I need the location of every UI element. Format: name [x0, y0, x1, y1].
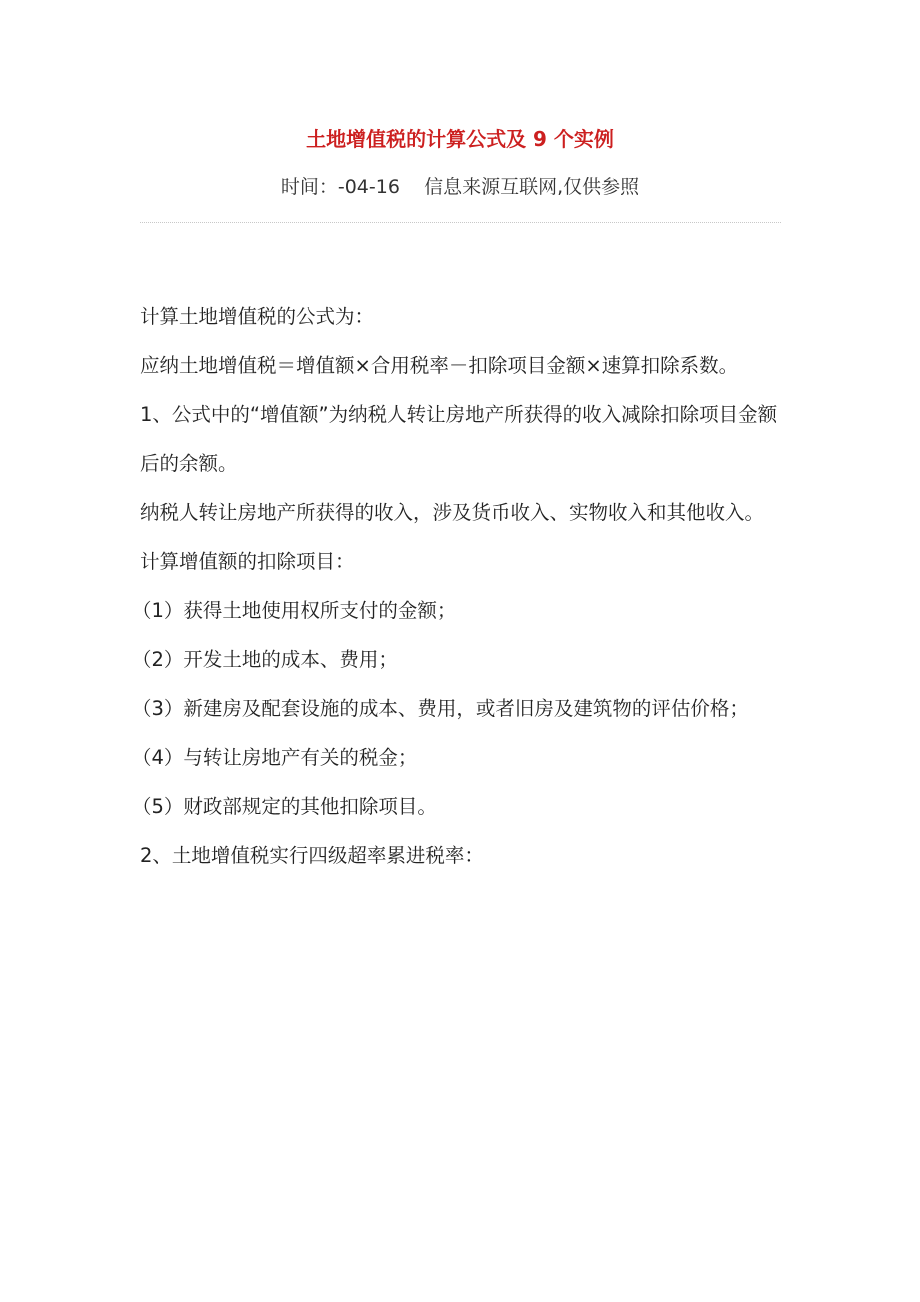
document-title: 土地增值税的计算公式及 9 个实例 — [306, 127, 614, 151]
paragraph: 2、土地增值税实行四级超率累进税率： — [140, 844, 484, 867]
document-meta: 时间：-04-16 信息来源互联网,仅供参照 — [280, 176, 640, 198]
divider — [140, 222, 781, 223]
article-body — [132, 292, 785, 880]
list-item: （1）获得土地使用权所支付的金额； — [132, 599, 457, 622]
paragraph: 计算土地增值税的公式为： — [140, 305, 375, 328]
list-item: （3）新建房及配套设施的成本、费用，或者旧房及建筑物的评估价格； — [132, 697, 749, 720]
list-item: （4）与转让房地产有关的税金； — [132, 746, 418, 769]
paragraph: 1、公式中的“增值额”为纳税人转让房地产所获得的收入减除扣除项目金额后的余额。 — [140, 403, 778, 475]
paragraph: 计算增值额的扣除项目： — [140, 550, 355, 573]
list-item: （2）开发土地的成本、费用； — [132, 648, 398, 671]
paragraph: 纳税人转让房地产所获得的收入，涉及货币收入、实物收入和其他收入。 — [140, 501, 765, 524]
list-item: （5）财政部规定的其他扣除项目。 — [132, 795, 437, 818]
paragraph: 应纳土地增值税＝增值额×合用税率－扣除项目金额×速算扣除系数。 — [140, 354, 739, 377]
